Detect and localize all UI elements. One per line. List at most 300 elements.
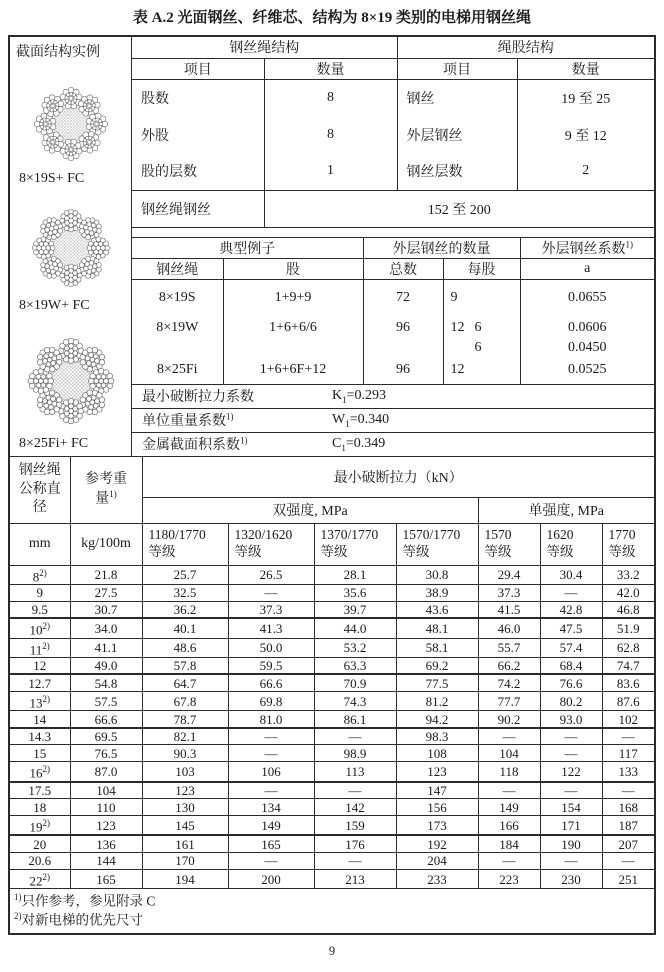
breaking-force-value: 106: [228, 762, 314, 782]
main-table-body: [10, 565, 654, 888]
grade-header: [314, 523, 396, 565]
breaking-force-value: 46.0: [478, 618, 540, 638]
breaking-force-value: 133: [602, 762, 654, 782]
grade-header: [540, 523, 602, 565]
breaking-force-value: 66.2: [478, 657, 540, 674]
breaking-force-value: 70.9: [314, 674, 396, 691]
subscript: 1: [345, 418, 350, 429]
rope-diagram-2: [10, 327, 131, 452]
breaking-force-value: 57.8: [142, 657, 228, 674]
breaking-force-value: 123: [142, 782, 228, 799]
breaking-force-value: 98.9: [314, 745, 396, 762]
rope-diagram-label: 8×25Fi+ FC: [19, 435, 89, 451]
coefficient-label-text: 单位重量系数: [142, 414, 226, 430]
coefficient-label-text: 最小破断拉力系数: [142, 390, 254, 406]
footnote-ref: 2): [42, 871, 50, 882]
item-quantity: 19 至 25: [517, 79, 654, 116]
weight-value: 66.6: [70, 711, 142, 728]
breaking-force-value: 123: [396, 762, 478, 782]
breaking-force-value: 37.3: [228, 601, 314, 618]
breaking-force-value: 166: [478, 816, 540, 836]
weight-header-text: 参考重量: [85, 471, 127, 507]
breaking-force-value: 104: [478, 745, 540, 762]
table-row: [10, 835, 654, 852]
diameter-unit: mm: [10, 523, 70, 565]
examples-table-wrap: [132, 237, 654, 384]
breaking-force-value: 213: [314, 869, 396, 888]
breaking-force-value: 184: [478, 835, 540, 852]
grade-suffix: 等级: [484, 544, 512, 559]
outer-wires-total: [363, 340, 443, 356]
coefficient-value: [332, 436, 385, 453]
breaking-force-value: 32.5: [142, 584, 228, 601]
grade-value: 1770: [608, 527, 636, 543]
rope-designation: 8×19S: [132, 280, 223, 316]
group-header-text: 外层钢丝系数: [541, 242, 626, 257]
grade-value: 1620: [546, 527, 574, 543]
breaking-force-value: 58.1: [396, 638, 478, 657]
item-quantity: 8: [264, 79, 397, 116]
item-label: 股的层数: [132, 153, 264, 190]
coefficient-row-w: [132, 408, 654, 432]
coefficient-row-c: [132, 432, 654, 456]
breaking-force-value: 67.8: [142, 691, 228, 710]
col-header: 每股: [443, 259, 520, 280]
value: =0.340: [349, 411, 390, 427]
breaking-force-value: 47.5: [540, 618, 602, 638]
breaking-force-value: 102: [602, 711, 654, 728]
table-row: [10, 728, 654, 745]
breaking-force-value: 142: [314, 799, 396, 816]
breaking-force-value: 44.0: [314, 618, 396, 638]
footnote-ref: 2): [42, 764, 50, 775]
weight-value: 27.5: [70, 584, 142, 601]
diameter-value: 9: [10, 584, 70, 601]
weight-header: [70, 457, 142, 523]
breaking-force-value: 176: [314, 835, 396, 852]
table-row: [10, 762, 654, 782]
breaking-force-value: 28.1: [314, 565, 396, 584]
breaking-force-value: 192: [396, 835, 478, 852]
breaking-force-value: 82.1: [142, 728, 228, 745]
breaking-force-value: —: [478, 782, 540, 799]
footnote-marker: 1): [14, 892, 22, 903]
breaking-force-value: 46.8: [602, 601, 654, 618]
breaking-force-value: 42.8: [540, 601, 602, 618]
single-strength-header: 单强度, MPa: [478, 497, 654, 523]
breaking-force-value: —: [478, 728, 540, 745]
subscript: 1: [342, 394, 347, 405]
value: =0.293: [346, 387, 387, 403]
breaking-force-value: —: [314, 852, 396, 869]
breaking-force-value: 94.2: [396, 711, 478, 728]
examples-table-body: [132, 280, 654, 384]
col-header: 项目: [397, 58, 517, 79]
breaking-force-value: 122: [540, 762, 602, 782]
breaking-force-value: —: [478, 852, 540, 869]
footnote-text: 只作参考，参见附录 C: [21, 893, 156, 909]
breaking-force-value: —: [314, 728, 396, 745]
structure-row: [132, 153, 654, 190]
breaking-force-value: 42.0: [602, 584, 654, 601]
breaking-force-value: 64.7: [142, 674, 228, 691]
symbol: C: [332, 436, 342, 452]
wire-factor-a: 0.0606: [520, 316, 654, 340]
outer-wires-per-strand: [443, 316, 520, 340]
breaking-force-value: 200: [228, 869, 314, 888]
table-row: [10, 618, 654, 638]
cross-section-header: 截面结构实例: [16, 45, 100, 60]
grade-header: [228, 523, 314, 565]
outer-wires-per-strand: [443, 280, 520, 316]
breaking-force-value: 156: [396, 799, 478, 816]
breaking-force-value: 165: [228, 835, 314, 852]
table-row: [10, 799, 654, 816]
breaking-force-value: 68.4: [540, 657, 602, 674]
diameter-value: 9.5: [10, 601, 70, 618]
outer-wires-per-strand: [443, 356, 520, 384]
structure-col-header-row: [132, 58, 654, 79]
strand-construction: [223, 340, 363, 356]
item-label: 钢丝: [397, 79, 517, 116]
weight-value: 87.0: [70, 762, 142, 782]
grade-header: [142, 523, 228, 565]
breaking-force-value: 40.1: [142, 618, 228, 638]
outer-wires-per-strand: [443, 340, 520, 356]
breaking-force-value: —: [314, 782, 396, 799]
coefficient-value: [332, 388, 386, 405]
footnote-ref: 1): [625, 239, 633, 250]
wire-factor-a: 0.0655: [520, 280, 654, 316]
footnote-ref: 2): [42, 621, 50, 632]
breaking-force-value: 113: [314, 762, 396, 782]
grade-header: [602, 523, 654, 565]
grade-value: 1570/1770: [402, 527, 461, 543]
footnote-ref: 2): [42, 693, 50, 704]
breaking-force-value: 251: [602, 869, 654, 888]
table-row: [10, 782, 654, 799]
rope-wires-label: 钢丝绳钢丝: [132, 190, 264, 227]
breaking-force-value: 76.6: [540, 674, 602, 691]
structure-row: [132, 116, 654, 153]
coefficient-label: [132, 434, 332, 454]
breaking-force-value: 37.3: [478, 584, 540, 601]
diameter-value: 12.7: [10, 674, 70, 691]
col-header: 总数: [363, 259, 443, 280]
strand-construction: 1+6+6F+12: [223, 356, 363, 384]
page-number: 9: [328, 944, 336, 958]
breaking-force-value: 108: [396, 745, 478, 762]
item-quantity: 9 至 12: [517, 116, 654, 153]
example-row: [132, 280, 654, 316]
group-header-outer-wire-factor: [520, 238, 654, 259]
outer-wires-total: 96: [363, 316, 443, 340]
item-label: 外股: [132, 116, 264, 153]
breaking-force-value: 33.2: [602, 565, 654, 584]
examples-table: [132, 238, 654, 384]
grade-value: 1180/1770: [148, 527, 206, 543]
footnote-ref: 2): [39, 567, 47, 578]
breaking-force-value: 63.3: [314, 657, 396, 674]
breaking-force-value: —: [228, 852, 314, 869]
breaking-force-value: 204: [396, 852, 478, 869]
table-title: 表 A.2 光面钢丝、纤维芯、结构为 8×19 类别的电梯用钢丝绳: [132, 10, 532, 26]
wire-factor-a: 0.0450: [520, 340, 654, 356]
coefficient-label: [132, 410, 332, 430]
breaking-force-value: 145: [142, 816, 228, 836]
structure-table: [132, 37, 654, 227]
example-row: [132, 340, 654, 356]
breaking-force-value: 43.6: [396, 601, 478, 618]
breaking-force-value: 30.8: [396, 565, 478, 584]
breaking-force-value: 90.3: [142, 745, 228, 762]
structure-row: [132, 79, 654, 116]
diameter-value: 12: [10, 657, 70, 674]
breaking-force-value: 69.2: [396, 657, 478, 674]
breaking-force-value: 149: [478, 799, 540, 816]
dual-strength-header: 双强度, MPa: [142, 497, 478, 523]
footnotes: [10, 888, 654, 933]
example-row: [132, 316, 654, 340]
breaking-force-value: 161: [142, 835, 228, 852]
grade-value: 1570: [484, 527, 512, 543]
breaking-force-value: 26.5: [228, 565, 314, 584]
diameter-value: 14: [10, 711, 70, 728]
breaking-force-value: —: [228, 584, 314, 601]
breaking-force-table: [10, 457, 654, 888]
table-row: [10, 657, 654, 674]
breaking-force-value: 62.8: [602, 638, 654, 657]
value: =0.349: [345, 436, 386, 452]
diameter-value: 20: [10, 835, 70, 852]
diameter-value: 8$^{2)}$: [10, 565, 70, 584]
breaking-force-value: 80.2: [540, 691, 602, 710]
table-row: [10, 816, 654, 836]
symbol: K: [332, 387, 343, 403]
table-row: [10, 601, 654, 618]
rope-designation: 8×19W: [132, 316, 223, 340]
diameter-value: 11$^{2)}$: [10, 638, 70, 657]
breaking-force-value: 39.7: [314, 601, 396, 618]
outer-wires-total: 72: [363, 280, 443, 316]
col-header: 数量: [264, 58, 397, 79]
rope-diagram-1: [10, 199, 131, 314]
breaking-force-value: 25.7: [142, 565, 228, 584]
breaking-force-value: 149: [228, 816, 314, 836]
weight-value: 104: [70, 782, 142, 799]
grade-suffix: 等级: [402, 544, 430, 559]
breaking-force-value: 59.5: [228, 657, 314, 674]
table-row: [10, 674, 654, 691]
grade-suffix: 等级: [234, 544, 262, 559]
weight-value: 123: [70, 816, 142, 836]
rope-diagram-label: 8×19S+ FC: [19, 170, 85, 186]
breaking-force-value: —: [228, 745, 314, 762]
per-strand-value: 12: [450, 319, 465, 335]
breaking-force-value: 77.5: [396, 674, 478, 691]
breaking-force-value: 78.7: [142, 711, 228, 728]
breaking-force-value: 81.2: [396, 691, 478, 710]
grade-header: [396, 523, 478, 565]
breaking-force-value: 53.2: [314, 638, 396, 657]
rope-cross-section: [25, 78, 117, 170]
grade-suffix: 等级: [546, 544, 574, 559]
grade-header: [478, 523, 540, 565]
footnote-ref: 1): [240, 435, 248, 446]
breaking-force-value: —: [228, 728, 314, 745]
diameter-value: 10$^{2)}$: [10, 618, 70, 638]
item-quantity: 1: [264, 153, 397, 190]
subscript: 1: [341, 442, 346, 453]
coefficient-label-text: 金属截面积系数: [142, 438, 240, 454]
weight-value: 41.1: [70, 638, 142, 657]
table-row: [10, 565, 654, 584]
breaking-force-value: —: [602, 852, 654, 869]
rope-wires-row: [132, 190, 654, 227]
breaking-force-value: 57.4: [540, 638, 602, 657]
breaking-force-value: 38.9: [396, 584, 478, 601]
diameter-value: 15: [10, 745, 70, 762]
breaking-force-value: 51.9: [602, 618, 654, 638]
weight-value: 49.0: [70, 657, 142, 674]
rope-designation: 8×25Fi: [132, 356, 223, 384]
per-strand-value: 12: [450, 361, 465, 377]
structure-group-header-row: [132, 37, 654, 58]
wire-factor-a: 0.0525: [520, 356, 654, 384]
breaking-force-value: 130: [142, 799, 228, 816]
symbol: W: [332, 411, 346, 427]
table-row: [10, 584, 654, 601]
breaking-force-value: —: [540, 852, 602, 869]
group-header-typical-examples: 典型例子: [132, 238, 363, 259]
col-header: 股: [223, 259, 363, 280]
breaking-force-value: 35.6: [314, 584, 396, 601]
item-quantity: 2: [517, 153, 654, 190]
breaking-force-value: 41.3: [228, 618, 314, 638]
item-quantity: 8: [264, 116, 397, 153]
diameter-value: 13$^{2)}$: [10, 691, 70, 710]
table-row: [10, 869, 654, 888]
col-header: 项目: [132, 58, 264, 79]
breaking-force-value: 48.1: [396, 618, 478, 638]
breaking-force-value: 74.2: [478, 674, 540, 691]
breaking-force-value: 86.1: [314, 711, 396, 728]
breaking-force-value: 190: [540, 835, 602, 852]
weight-value: 21.8: [70, 565, 142, 584]
rope-cross-section-svg-1: [10, 199, 131, 297]
grade-value: 1370/1770: [320, 527, 379, 543]
table-row: [10, 638, 654, 657]
breaking-force-value: 170: [142, 852, 228, 869]
weight-value: 69.5: [70, 728, 142, 745]
footnote-ref: 2): [42, 818, 50, 829]
breaking-force-value: 87.6: [602, 691, 654, 710]
cross-section-column: [10, 37, 132, 456]
breaking-force-value: 173: [396, 816, 478, 836]
footnote-ref: 2): [42, 640, 50, 651]
breaking-force-value: 74.3: [314, 691, 396, 710]
group-header-outer-wires-count: 外层钢丝的数量: [363, 238, 520, 259]
breaking-force-value: 207: [602, 835, 654, 852]
breaking-force-value: —: [602, 728, 654, 745]
table-row: [10, 852, 654, 869]
strand-construction: 1+6+6/6: [223, 316, 363, 340]
footnote: [14, 910, 654, 929]
example-row: [132, 356, 654, 384]
breaking-force-value: 41.5: [478, 601, 540, 618]
diameter-value: 16$^{2)}$: [10, 762, 70, 782]
structure-table-wrap: [132, 37, 654, 228]
breaking-force-value: 230: [540, 869, 602, 888]
coefficient-row-k: [132, 384, 654, 408]
breaking-force-header: 最小破断拉力（kN）: [142, 457, 654, 497]
grade-suffix: 等级: [320, 544, 348, 559]
strand-construction: 1+9+9: [223, 280, 363, 316]
breaking-force-value: 159: [314, 816, 396, 836]
per-strand-value: 9: [450, 289, 458, 305]
breaking-force-value: —: [540, 782, 602, 799]
grade-suffix: 等级: [148, 544, 176, 559]
diameter-value: 20.6: [10, 852, 70, 869]
per-strand-value-2: 6: [474, 339, 482, 355]
table-row: [10, 711, 654, 728]
item-label: 钢丝层数: [397, 153, 517, 190]
examples-group-header-row: [132, 238, 654, 259]
breaking-force-value: 81.0: [228, 711, 314, 728]
breaking-force-value: 74.7: [602, 657, 654, 674]
coefficients-block: [132, 384, 654, 457]
breaking-force-value: 77.7: [478, 691, 540, 710]
top-section: [10, 37, 654, 457]
weight-value: 34.0: [70, 618, 142, 638]
breaking-force-value: 187: [602, 816, 654, 836]
breaking-force-value: 117: [602, 745, 654, 762]
breaking-force-value: 30.4: [540, 565, 602, 584]
weight-value: 165: [70, 869, 142, 888]
diameter-header: 钢丝绳公称直径: [10, 457, 70, 523]
table-row: [10, 691, 654, 710]
coefficient-value: [332, 412, 389, 429]
breaking-force-value: 36.2: [142, 601, 228, 618]
breaking-force-value: 154: [540, 799, 602, 816]
group-header-strand-structure: 绳股结构: [397, 37, 654, 58]
structure-table-body: [132, 79, 654, 190]
breaking-force-value: 90.2: [478, 711, 540, 728]
footnote-marker: 2): [14, 911, 22, 922]
diameter-value: 14.3: [10, 728, 70, 745]
per-strand-value-2: 6: [474, 319, 482, 335]
rope-diagram-label: 8×19W+ FC: [19, 298, 90, 314]
footnote-ref: 1): [109, 488, 117, 499]
item-label: 外层钢丝: [397, 116, 517, 153]
breaking-force-value: 83.6: [602, 674, 654, 691]
diameter-value: 17.5: [10, 782, 70, 799]
grade-value: 1320/1620: [234, 527, 293, 543]
diameter-value: 19$^{2)}$: [10, 816, 70, 836]
item-label: 股数: [132, 79, 264, 116]
table-row: [10, 745, 654, 762]
rope-diagram-0: [10, 78, 131, 187]
breaking-force-value: 55.7: [478, 638, 540, 657]
weight-value: 30.7: [70, 601, 142, 618]
breaking-force-value: 194: [142, 869, 228, 888]
breaking-force-value: 98.3: [396, 728, 478, 745]
group-header-rope-structure: 钢丝绳结构: [132, 37, 397, 58]
table-a2: [8, 35, 656, 935]
breaking-force-value: 147: [396, 782, 478, 799]
weight-value: 76.5: [70, 745, 142, 762]
breaking-force-value: 69.8: [228, 691, 314, 710]
